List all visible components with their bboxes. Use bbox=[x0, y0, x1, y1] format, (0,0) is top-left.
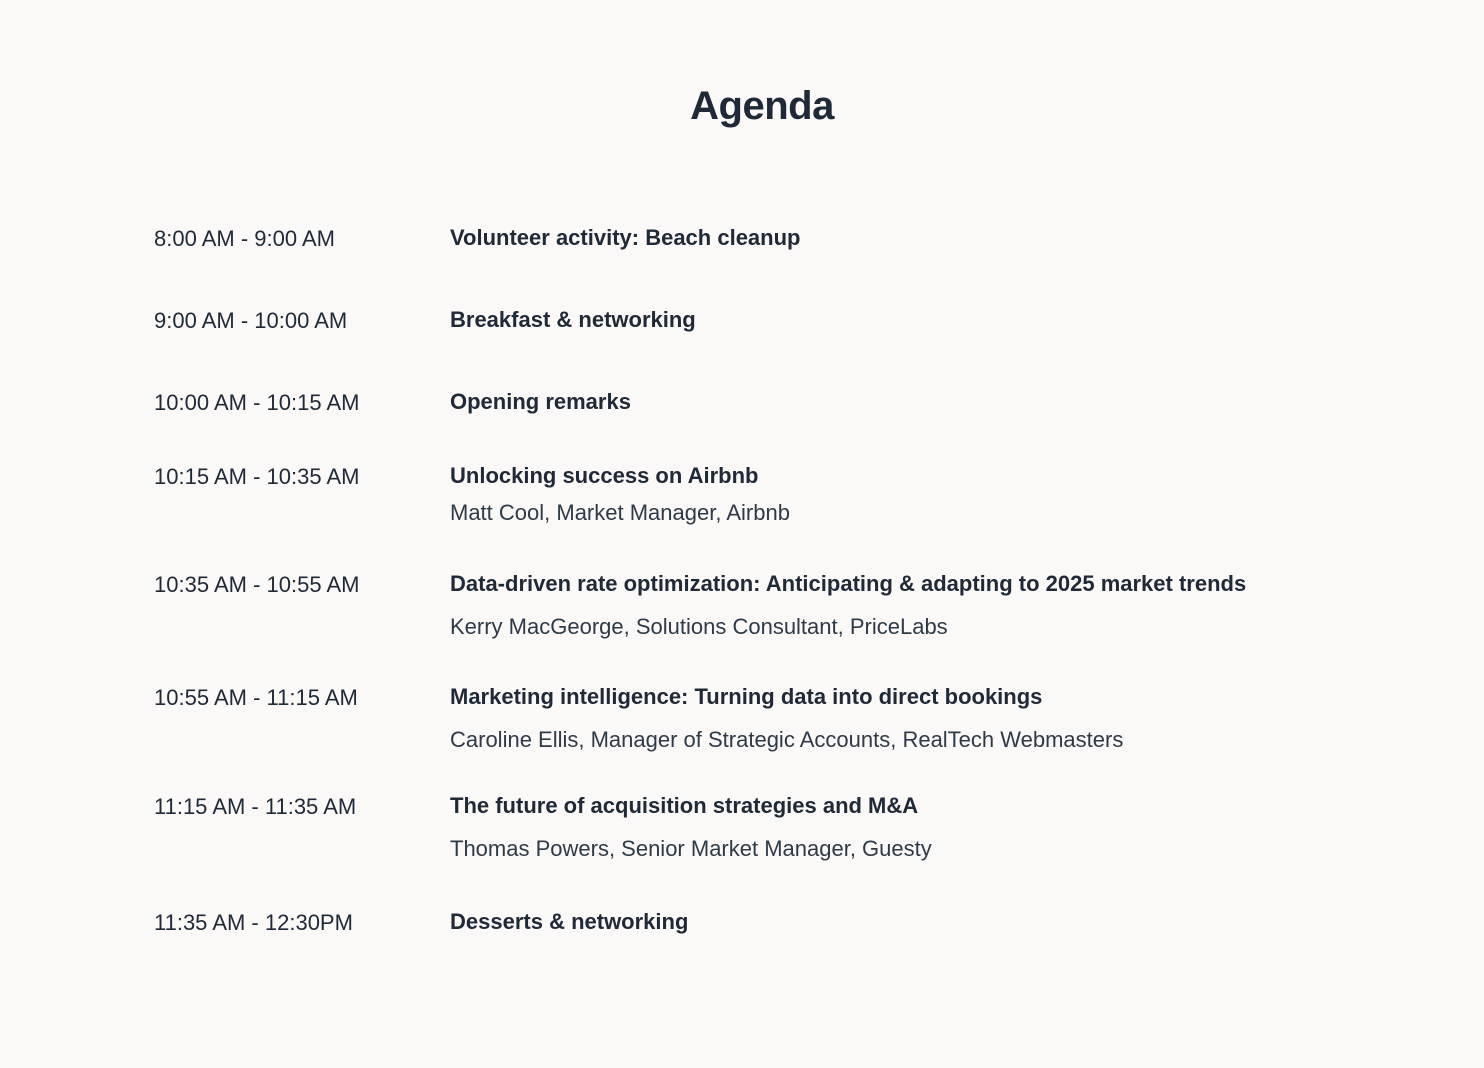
agenda-session bbox=[450, 387, 1350, 417]
agenda-time: 8:00 AM - 9:00 AM bbox=[154, 226, 335, 251]
agenda-session bbox=[450, 305, 1350, 335]
agenda-time: 10:00 AM - 10:15 AM bbox=[154, 390, 360, 415]
agenda-session-title: Marketing intelligence: Turning data into direct bookings bbox=[450, 684, 1043, 709]
agenda-session-title: Data-driven rate optimization: Anticipating & adapting to 2025 market trends bbox=[450, 571, 1247, 596]
agenda-session bbox=[450, 907, 1350, 937]
agenda-session-title: Volunteer activity: Beach cleanup bbox=[450, 225, 801, 250]
page-title: Agenda bbox=[690, 84, 834, 128]
agenda-session-title: Breakfast & networking bbox=[450, 307, 696, 332]
agenda-session bbox=[450, 791, 1350, 864]
agenda-session-title: The future of acquisition strategies and M&A bbox=[450, 793, 919, 818]
agenda-time: 10:55 AM - 11:15 AM bbox=[154, 685, 358, 710]
agenda-time: 10:15 AM - 10:35 AM bbox=[154, 464, 360, 489]
agenda-session bbox=[450, 682, 1350, 755]
agenda-time: 11:35 AM - 12:30PM bbox=[154, 910, 353, 935]
agenda-session bbox=[450, 569, 1350, 642]
agenda-session-title: Unlocking success on Airbnb bbox=[450, 463, 759, 488]
agenda-session bbox=[450, 223, 1350, 253]
agenda-speaker: Matt Cool, Market Manager, Airbnb bbox=[450, 500, 790, 525]
agenda-time: 10:35 AM - 10:55 AM bbox=[154, 572, 360, 597]
agenda-time: 9:00 AM - 10:00 AM bbox=[154, 308, 348, 333]
agenda-session-title: Opening remarks bbox=[450, 389, 631, 414]
agenda-session-title: Desserts & networking bbox=[450, 909, 689, 934]
agenda-time: 11:15 AM - 11:35 AM bbox=[154, 794, 357, 819]
agenda-speaker: Caroline Ellis, Manager of Strategic Accounts, RealTech Webmasters bbox=[450, 727, 1124, 752]
agenda-session bbox=[450, 461, 1350, 528]
agenda-speaker: Thomas Powers, Senior Market Manager, Guesty bbox=[450, 836, 932, 861]
agenda-speaker: Kerry MacGeorge, Solutions Consultant, PriceLabs bbox=[450, 614, 948, 639]
